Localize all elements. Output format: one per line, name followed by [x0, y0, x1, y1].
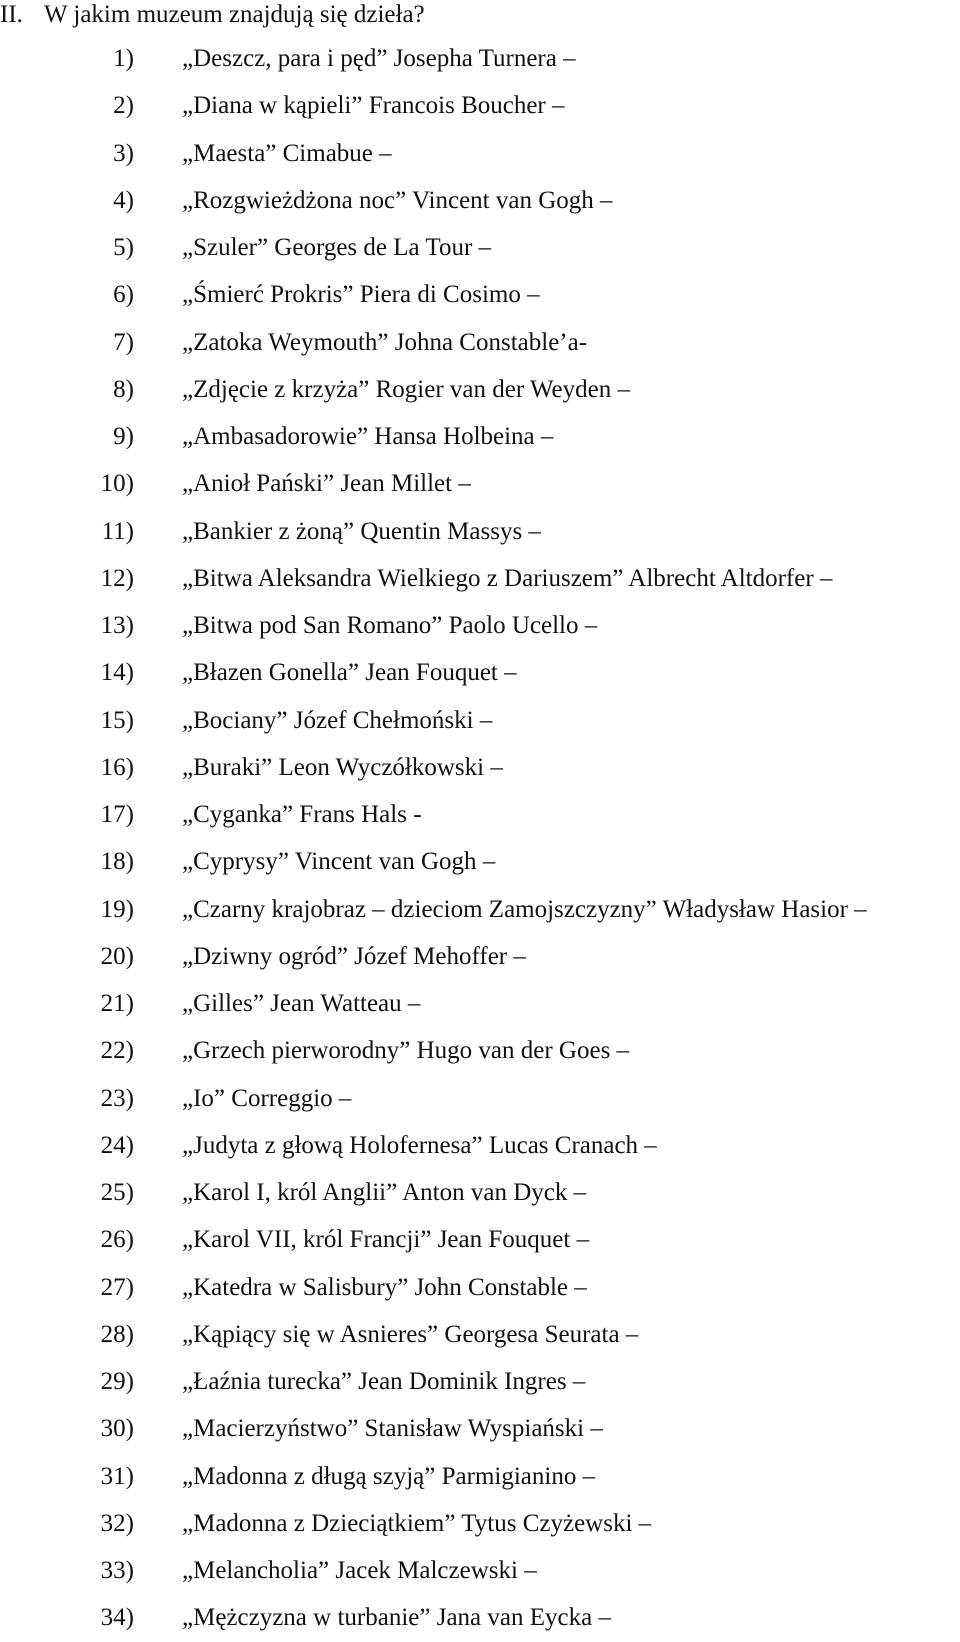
list-item [0, 1547, 960, 1594]
list-item [0, 744, 960, 791]
item-text: „Ambasadorowie” Hansa Holbeina – [182, 423, 554, 450]
artwork-list [0, 35, 960, 1642]
item-text: „Diana w kąpieli” Francois Boucher – [182, 92, 565, 120]
item-number: 5) [113, 234, 134, 261]
list-item [0, 1027, 960, 1074]
item-text: „Łaźnia turecka” Jean Dominik Ingres – [182, 1368, 586, 1395]
item-number: 1) [113, 45, 134, 72]
list-item [0, 130, 960, 177]
item-text: „Io” Correggio – [182, 1084, 352, 1112]
item-number: 19) [100, 895, 134, 923]
item-text: „Macierzyństwo” Stanisław Wyspiański – [182, 1415, 603, 1443]
item-number: 25) [100, 1179, 134, 1206]
list-item [0, 319, 960, 366]
list-item [0, 271, 960, 318]
list-item [0, 1358, 960, 1405]
list-item [0, 1075, 960, 1122]
item-text: „Katedra w Salisbury” John Constable – [182, 1273, 587, 1301]
list-item [0, 413, 960, 460]
item-number: 31) [100, 1462, 134, 1490]
item-text: „Czarny krajobraz – dzieciom Zamojszczyzny” Władysław Hasior – [182, 895, 867, 923]
list-item [0, 886, 960, 933]
item-number: 20) [100, 942, 134, 970]
item-number: 21) [100, 990, 134, 1017]
item-text: „Cyprysy” Vincent van Gogh – [182, 848, 496, 876]
list-item [0, 791, 960, 838]
item-number: 27) [100, 1273, 134, 1301]
item-text: „Rozgwieżdżona noc” Vincent van Gogh – [182, 186, 613, 214]
item-text: „Dziwny ogród” Józef Mehoffer – [182, 942, 526, 970]
list-item [0, 224, 960, 271]
item-number: 17) [100, 801, 134, 828]
item-number: 8) [113, 375, 134, 403]
list-item [0, 1122, 960, 1169]
list-item [0, 1405, 960, 1452]
list-item [0, 933, 960, 980]
item-number: 9) [113, 423, 134, 450]
section-title: W jakim muzeum znajdują się dzieła? [44, 1, 425, 28]
item-number: 14) [100, 659, 134, 687]
list-item [0, 1264, 960, 1311]
item-number: 22) [100, 1037, 134, 1065]
item-text: „Karol VII, król Francji” Jean Fouquet – [182, 1226, 590, 1254]
item-text: „Madonna z Dzieciątkiem” Tytus Czyżewski – [182, 1509, 652, 1537]
item-number: 15) [100, 706, 134, 734]
list-item [0, 1311, 960, 1358]
item-text: „Maesta” Cimabue – [182, 139, 392, 167]
item-text: „Zatoka Weymouth” Johna Constable’a- [182, 328, 588, 356]
item-number: 2) [113, 92, 134, 120]
list-item [0, 366, 960, 413]
item-text: „Cyganka” Frans Hals - [182, 801, 422, 828]
item-text: „Bankier z żoną” Quentin Massys – [182, 517, 541, 545]
item-text: „Grzech pierworodny” Hugo van der Goes – [182, 1037, 630, 1065]
item-text: „Anioł Pański” Jean Millet – [182, 470, 471, 498]
item-text: „Bitwa Aleksandra Wielkiego z Dariuszem” Albrecht Altdorfer – [182, 564, 833, 592]
list-item [0, 1453, 960, 1500]
item-number: 34) [100, 1604, 134, 1632]
item-number: 32) [100, 1509, 134, 1537]
list-item [0, 508, 960, 555]
item-number: 33) [100, 1557, 134, 1584]
list-item [0, 602, 960, 649]
list-item [0, 1500, 960, 1547]
item-number: 28) [100, 1320, 134, 1348]
item-text: „Bociany” Józef Chełmoński – [182, 706, 493, 734]
item-number: 30) [100, 1415, 134, 1443]
item-text: „Śmierć Prokris” Piera di Cosimo – [182, 281, 540, 309]
item-text: „Bitwa pod San Romano” Paolo Ucello – [182, 612, 598, 639]
item-text: „Karol I, król Anglii” Anton van Dyck – [182, 1179, 587, 1206]
item-number: 10) [100, 470, 134, 498]
item-text: „Zdjęcie z krzyża” Rogier van der Weyden – [182, 375, 630, 403]
item-text: „Deszcz, para i pęd” Josepha Turnera – [182, 45, 576, 72]
item-number: 3) [113, 139, 134, 167]
list-item [0, 177, 960, 224]
item-number: 16) [100, 753, 134, 781]
item-text: „Judyta z głową Holofernesa” Lucas Cranach – [182, 1131, 657, 1159]
item-text: „Szuler” Georges de La Tour – [182, 234, 492, 261]
section-number: II. [0, 1, 23, 28]
item-text: „Mężczyzna w turbanie” Jana van Eycka – [182, 1604, 611, 1632]
item-number: 29) [100, 1368, 134, 1395]
item-number: 11) [101, 517, 134, 545]
item-text: „Błazen Gonella” Jean Fouquet – [182, 659, 517, 687]
list-item [0, 82, 960, 129]
item-number: 24) [100, 1131, 134, 1159]
item-number: 18) [100, 848, 134, 876]
item-number: 7) [113, 328, 134, 356]
item-number: 4) [113, 186, 134, 214]
list-item [0, 980, 960, 1027]
item-text: „Madonna z długą szyją” Parmigianino – [182, 1462, 596, 1490]
list-item [0, 649, 960, 696]
item-text: „Buraki” Leon Wyczółkowski – [182, 753, 503, 781]
list-item [0, 35, 960, 82]
list-item [0, 838, 960, 885]
list-item [0, 1169, 960, 1216]
item-text: „Melancholia” Jacek Malczewski – [182, 1557, 537, 1584]
list-item [0, 555, 960, 602]
list-item [0, 697, 960, 744]
item-text: „Gilles” Jean Watteau – [182, 990, 421, 1017]
item-number: 23) [100, 1084, 134, 1112]
item-number: 26) [100, 1226, 134, 1254]
list-item [0, 1216, 960, 1263]
item-number: 13) [100, 612, 134, 639]
item-number: 6) [113, 281, 134, 309]
item-number: 12) [100, 564, 134, 592]
list-item [0, 460, 960, 507]
list-item [0, 1594, 960, 1641]
item-text: „Kąpiący się w Asnieres” Georgesa Seurata – [182, 1320, 639, 1348]
section-heading [0, 0, 425, 30]
